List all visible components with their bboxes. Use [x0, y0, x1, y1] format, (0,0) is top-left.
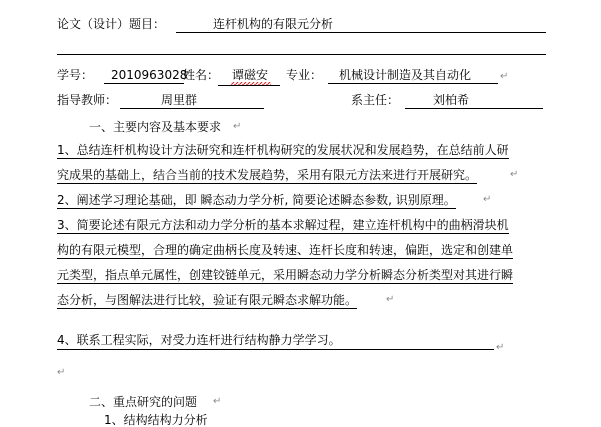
- student-id-value: 2010963028: [111, 68, 188, 82]
- advisor-value: 周里群: [161, 93, 198, 107]
- section2-heading: 二、重点研究的问题: [89, 395, 198, 409]
- section2-item-partial: 1、结构结构力分析: [104, 413, 208, 427]
- paragraph-mark: ↵: [496, 342, 505, 353]
- item4-underline: [57, 349, 494, 350]
- major-label: 专业：: [286, 68, 323, 82]
- item4-line1: 4、联系工程实际，对受力连杆进行结构静力学学习。: [57, 333, 341, 347]
- paragraph-mark: ↵: [386, 294, 395, 305]
- item3-line2: 构的有限元模型，合理的确定曲柄长度及转速、连杆长度和转速，偏距，选定和创建单: [57, 243, 514, 257]
- thesis-title-underline: [176, 32, 546, 33]
- blank-underline: [57, 54, 546, 55]
- director-label: 系主任：: [351, 93, 400, 107]
- name-label: 姓名：: [183, 68, 220, 82]
- name-value: 谭磁安: [232, 68, 269, 82]
- major-value: 机械设计制造及其自动化: [339, 68, 472, 82]
- director-value: 刘柏希: [433, 93, 470, 107]
- paragraph-mark: ↵: [483, 194, 492, 205]
- student-id-underline: [104, 83, 184, 84]
- paragraph-mark: ↵: [510, 169, 519, 180]
- item3-line3: 元类型，指点单元属性，创建铰链单元，采用瞬态动力学分析瞬态分析类型对其进行瞬: [57, 268, 514, 282]
- item3-line1: 3、简要论述有限元方法和动力学分析的基本求解过程，建立连杆机构中的曲柄滑块机: [57, 218, 509, 232]
- advisor-label: 指导教师：: [57, 93, 118, 107]
- name-underline: [218, 85, 280, 86]
- thesis-title-label: 论文（设计）题目：: [57, 17, 166, 31]
- paragraph-mark: ↵: [57, 367, 66, 378]
- director-underline: [405, 108, 543, 109]
- advisor-underline: [120, 108, 264, 109]
- thesis-title-value: 连杆机构的有限元分析: [213, 17, 334, 31]
- paragraph-mark: ↵: [233, 121, 242, 132]
- paragraph-mark: ↵: [213, 396, 222, 407]
- item2-line1: 2、阐述学习理论基础，即 瞬态动力学分析, 简要论述瞬态参数, 识别原理。: [57, 193, 456, 207]
- major-underline: [328, 83, 498, 84]
- item1-line2: 究成果的基础上，结合当前的技术发展趋势，采用有限元方法来进行开展研究。: [57, 168, 478, 182]
- paragraph-mark: ↵: [500, 71, 509, 82]
- item1-line1: 1、总结连杆机构设计方法研究和连杆机构研究的发展状况和发展趋势，在总结前人研: [57, 143, 509, 157]
- section1-heading: 一、主要内容及基本要求: [89, 120, 222, 134]
- student-id-label: 学号：: [57, 68, 94, 82]
- item3-line4: 态分析，与图解法进行比较，验证有限元瞬态求解功能。: [57, 293, 358, 307]
